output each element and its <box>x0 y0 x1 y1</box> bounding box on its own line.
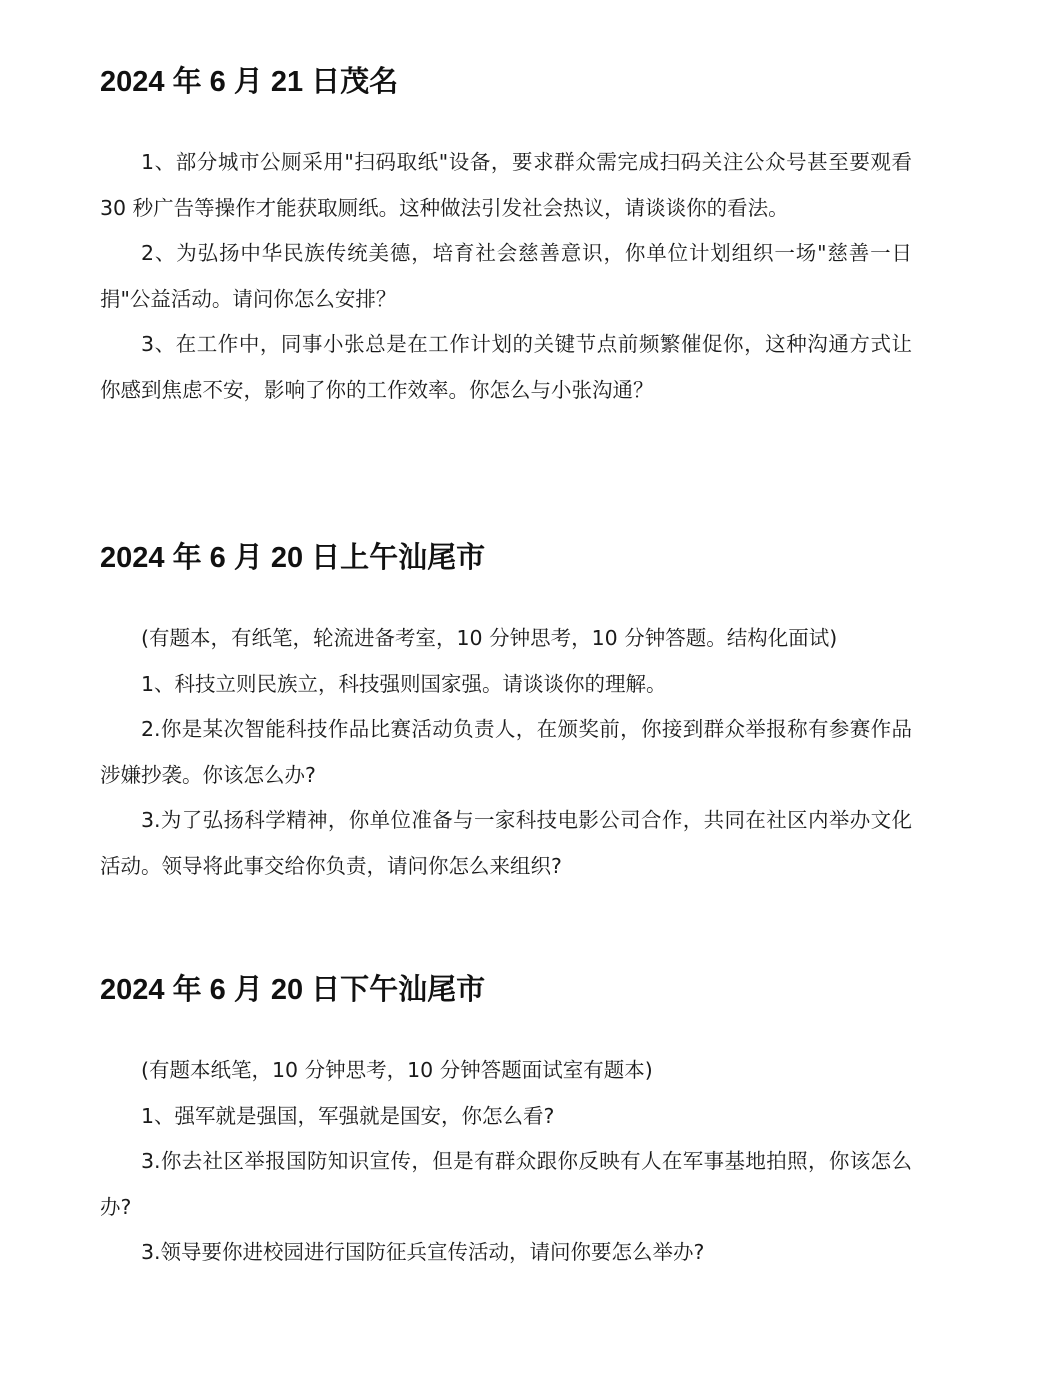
question-paragraph: (有题本，有纸笔，轮流进备考室，10 分钟思考，10 分钟答题。结构化面试) <box>141 626 838 650</box>
section-maoming <box>100 62 912 413</box>
question-paragraph: 3.领导要你进校园进行国防征兵宣传活动，请问你要怎么举办? <box>141 1240 705 1264</box>
question-paragraph: 1、部分城市公厕采用"扫码取纸"设备，要求群众需完成扫码关注公众号甚至要观看 30 秒广告等操作才能获取厕纸。这种做法引发社会热议，请谈谈你的看法。 <box>100 150 912 220</box>
question-paragraph: 1、科技立则民族立，科技强则国家强。请谈谈你的理解。 <box>141 671 667 696</box>
section-shanwei-afternoon <box>100 970 912 1276</box>
section-heading: 2024 年 6 月 20 日下午汕尾市 <box>100 974 486 1006</box>
question-paragraph: 3.为了弘扬科学精神，你单位准备与一家科技电影公司合作，共同在社区内举办文化活动。领导将此事交给你负责，请问你怎么来组织? <box>100 808 912 878</box>
question-paragraph: 3、在工作中，同事小张总是在工作计划的关键节点前频繁催促你，这种沟通方式让你感到焦虑不安，影响了你的工作效率。你怎么与小张沟通？ <box>100 332 912 402</box>
question-paragraph: 2、为弘扬中华民族传统美德，培育社会慈善意识，你单位计划组织一场"慈善一日捐"公益活动。请问你怎么安排？ <box>100 241 912 311</box>
question-paragraph: 2.你是某次智能科技作品比赛活动负责人，在颁奖前，你接到群众举报称有参赛作品涉嫌抄袭。你该怎么办? <box>100 717 912 787</box>
section-heading: 2024 年 6 月 20 日上午汕尾市 <box>100 542 486 574</box>
question-paragraph: 1、强军就是强国，军强就是国安，你怎么看? <box>141 1103 555 1128</box>
question-paragraph: (有题本纸笔，10 分钟思考，10 分钟答题面试室有题本) <box>141 1058 653 1082</box>
section-heading: 2024 年 6 月 21 日茂名 <box>100 66 399 98</box>
section-shanwei-morning <box>100 538 912 889</box>
question-paragraph: 3.你去社区举报国防知识宣传，但是有群众跟你反映有人在军事基地拍照，你该怎么办? <box>100 1149 912 1219</box>
